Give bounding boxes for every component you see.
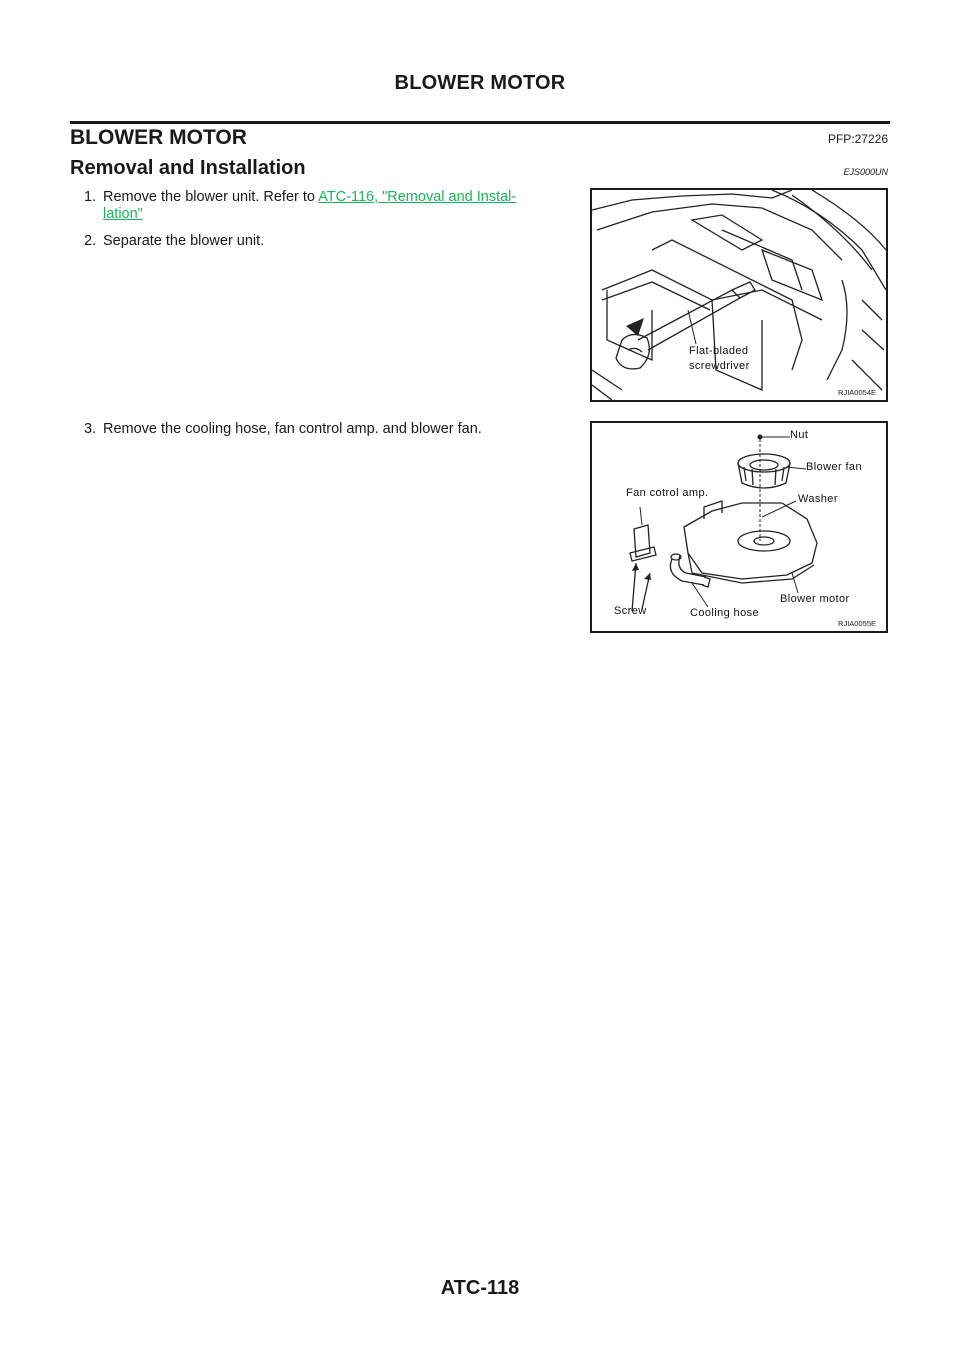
label-blower-motor: Blower motor	[780, 593, 850, 605]
step-1	[84, 188, 584, 206]
figure-code: RJIA0055E	[838, 619, 876, 628]
part-code: PFP:27226	[827, 132, 888, 146]
step-text: Separate the blower unit.	[103, 233, 265, 249]
step-text: Remove the cooling hose, fan control amp. and blower fan.	[103, 421, 482, 437]
step-2	[84, 232, 264, 250]
label-screw: Screw	[614, 605, 647, 617]
section-title: BLOWER MOTOR	[70, 126, 247, 149]
header-rule	[70, 121, 890, 124]
step-3	[84, 420, 482, 438]
reference-link-continued[interactable]: lation"	[103, 206, 143, 222]
doc-code: EJS000UN	[843, 167, 888, 177]
running-header: BLOWER MOTOR	[394, 72, 566, 94]
label-screwdriver: screwdriver	[689, 360, 750, 372]
label-cooling-hose: Cooling hose	[690, 607, 760, 619]
step-text: Remove the blower unit. Refer to	[103, 189, 319, 205]
reference-link[interactable]: ATC-116, "Removal and Instal-	[318, 189, 517, 205]
step-number: 3.	[84, 421, 97, 437]
label-fan-control-amp: Fan cotrol amp.	[626, 487, 709, 499]
figure-code: RJIA0054E	[838, 388, 876, 397]
subsection-title: Removal and Installation	[70, 157, 306, 179]
step-number: 1.	[84, 189, 97, 205]
page-number: ATC-118	[440, 1277, 520, 1299]
label-blower-fan: Blower fan	[806, 461, 862, 473]
step-number: 2.	[84, 233, 97, 249]
label-washer: Washer	[798, 493, 838, 505]
figure-blower-motor-exploded	[590, 421, 888, 633]
label-flat-bladed: Flat-bladed	[689, 345, 749, 357]
figure-blower-unit-separation	[590, 188, 888, 402]
label-nut: Nut	[790, 429, 809, 441]
